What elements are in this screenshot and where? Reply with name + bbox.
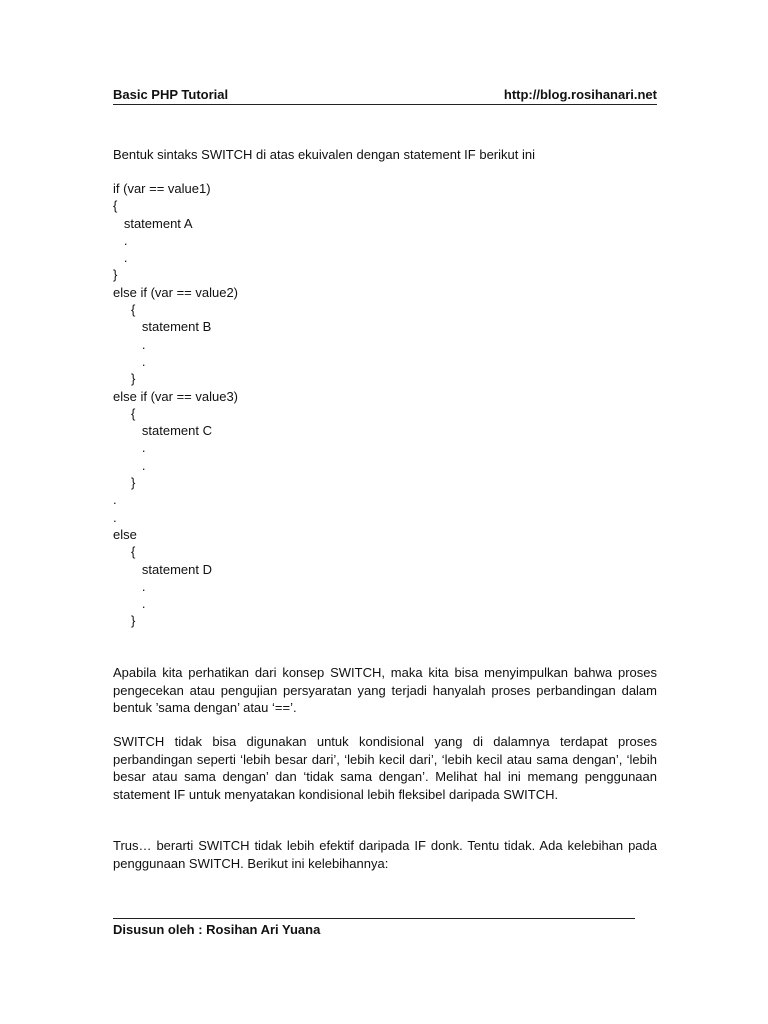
code-line: } xyxy=(113,371,136,387)
code-line: statement C xyxy=(113,423,212,439)
code-line: . xyxy=(113,492,117,508)
paragraph: Apabila kita perhatikan dari konsep SWITCH, maka kita bisa menyimpulkan bahwa proses pengecekan atau pengujian persyaratan yang terjadi hanyalah proses perbandingan dalam bentuk ’sama dengan’ atau ‘==’. xyxy=(113,665,657,716)
paragraph: Trus… berarti SWITCH tidak lebih efektif daripada IF donk. Tentu tidak. Ada kelebihan pada penggunaan SWITCH. Berikut ini kelebihannya: xyxy=(113,838,657,871)
code-block xyxy=(113,180,657,630)
code-line: { xyxy=(113,405,136,421)
footer-author: Disusun oleh : Rosihan Ari Yuana xyxy=(113,922,321,937)
header-url: http://blog.rosihanari.net xyxy=(503,87,657,102)
code-line: else if (var == value2) xyxy=(113,284,239,300)
document-body xyxy=(113,146,657,630)
code-line: } xyxy=(113,613,136,629)
code-line: . xyxy=(113,457,146,473)
code-line: } xyxy=(113,475,136,491)
code-line: { xyxy=(113,198,118,214)
intro-sentence: Bentuk sintaks SWITCH di atas ekuivalen dengan statement IF berikut ini xyxy=(113,147,535,162)
code-line: . xyxy=(113,440,146,456)
code-line: . xyxy=(113,336,146,352)
code-line: } xyxy=(113,267,118,283)
header-title: Basic PHP Tutorial xyxy=(113,87,229,102)
code-line: . xyxy=(113,250,128,266)
code-line: if (var == value1) xyxy=(113,181,211,196)
code-line: . xyxy=(113,353,146,369)
code-line: statement B xyxy=(113,319,212,335)
code-line: { xyxy=(113,544,136,560)
code-line: . xyxy=(113,578,146,594)
code-line: statement A xyxy=(113,215,193,231)
page-header xyxy=(113,86,657,103)
paragraph: SWITCH tidak bisa digunakan untuk kondisional yang di dalamnya terdapat proses perbandingan seperti ‘lebih besar dari’, ‘lebih kecil dari’, ‘lebih kecil atau sama dengan’, ‘lebih besar atau sama dengan’ dan ‘tidak sama dengan’. Melihat hal ini memang penggunaan statement IF untuk menyatakan kondisional lebih fleksibel daripada SWITCH. xyxy=(113,734,657,802)
code-line: . xyxy=(113,509,117,525)
code-line: . xyxy=(113,596,146,612)
code-line: else xyxy=(113,526,137,542)
code-line: statement D xyxy=(113,561,212,577)
code-line: else if (var == value3) xyxy=(113,388,239,404)
code-line: { xyxy=(113,302,136,318)
footer-divider xyxy=(113,918,635,919)
header-divider xyxy=(113,104,657,105)
code-line: . xyxy=(113,232,128,248)
